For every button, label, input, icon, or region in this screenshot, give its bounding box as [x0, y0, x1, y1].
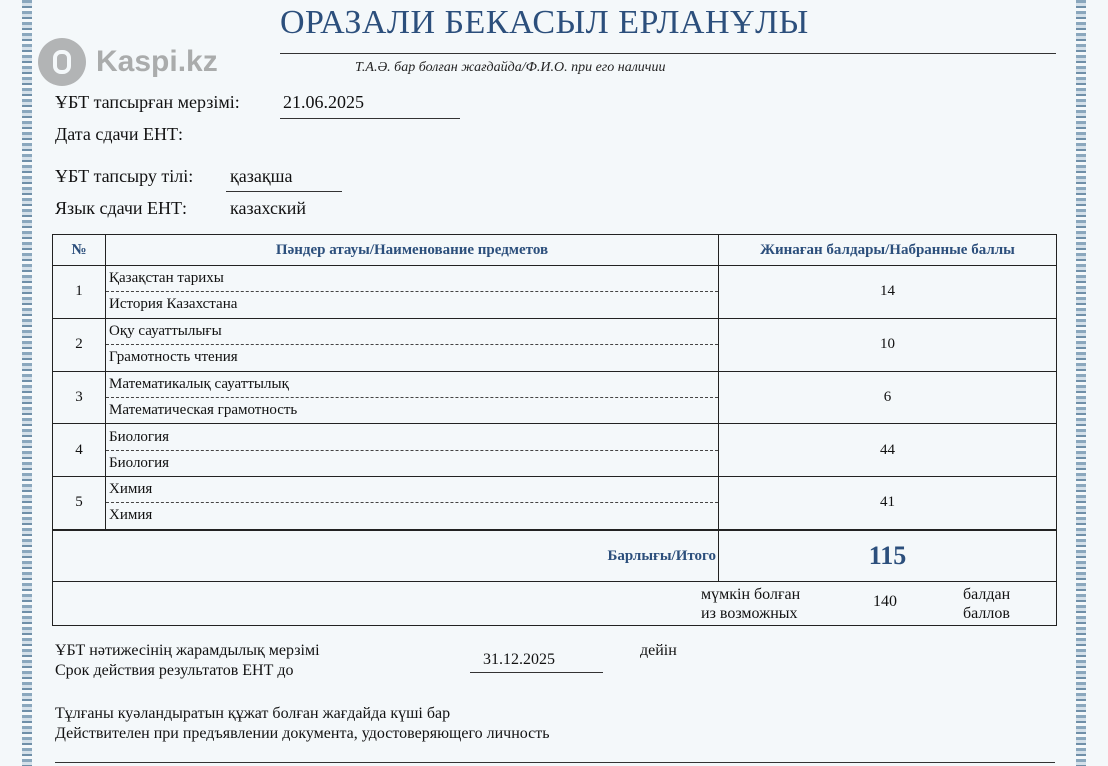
subject-name-ru: История Казахстана	[109, 296, 238, 313]
validity-date: 31.12.2025	[483, 651, 555, 668]
possible-unit-kz: балдан	[963, 585, 1011, 603]
row-num: 3	[53, 371, 106, 424]
validity-date-underline	[470, 672, 603, 673]
exam-language-value-kz: қазақша	[230, 166, 293, 186]
bottom-line	[55, 762, 1055, 763]
row-subject	[106, 318, 719, 371]
total-row	[53, 530, 1057, 582]
row-score: 41	[719, 477, 1057, 530]
exam-date-value: 21.06.2025	[283, 92, 364, 112]
subject-name-ru: Химия	[109, 507, 153, 524]
possible-label-ru: из возможных	[701, 604, 798, 622]
possible-row	[53, 582, 1057, 626]
notice-kz: Тұлғаны куәландыратын құжат болған жағдайда күші бар	[55, 705, 451, 722]
row-num: 4	[53, 424, 106, 477]
full-name-hint: Т.А.Ә. бар болған жағдайда/Ф.И.О. при его наличии	[355, 60, 666, 75]
subject-name-ru: Биология	[109, 454, 170, 471]
total-label: Барлығы/Итого	[53, 530, 719, 582]
subject-name-kz: Химия	[106, 477, 718, 503]
row-subject	[106, 424, 719, 477]
decorative-border-right	[1076, 0, 1086, 766]
full-name-underline	[280, 53, 1056, 54]
row-subject	[106, 266, 719, 319]
row-num: 1	[53, 266, 106, 319]
validity-suffix: дейін	[640, 642, 677, 659]
exam-date-label-kz: ҰБТ тапсырған мерзімі:	[55, 92, 240, 112]
table-row	[53, 477, 1057, 530]
validity-label-ru: Срок действия результатов ЕНТ до	[55, 662, 294, 679]
table-row	[53, 424, 1057, 477]
exam-date-underline	[280, 118, 460, 119]
table-header-row	[53, 235, 1057, 266]
decorative-border-left	[22, 0, 32, 766]
kaspi-watermark-text: Kaspi.kz	[96, 45, 218, 78]
row-score: 6	[719, 371, 1057, 424]
exam-language-underline	[226, 191, 342, 192]
kaspi-watermark	[38, 38, 218, 86]
notice-ru: Действителен при предъявлении документа, удостоверяющего личность	[55, 725, 550, 742]
possible-label	[701, 585, 800, 623]
possible-cell	[53, 582, 1057, 626]
total-value: 115	[719, 530, 1057, 582]
exam-language-label-ru: Язык сдачи ЕНТ:	[55, 198, 188, 218]
header-subject: Пәндер атауы/Наименование предметов	[106, 235, 719, 266]
kaspi-logo-icon	[38, 38, 86, 86]
row-subject	[106, 477, 719, 530]
exam-date-label-ru: Дата сдачи ЕНТ:	[55, 124, 183, 144]
row-num: 2	[53, 318, 106, 371]
row-score: 44	[719, 424, 1057, 477]
row-score: 14	[719, 266, 1057, 319]
subject-name-ru: Математическая грамотность	[109, 401, 298, 418]
row-score: 10	[719, 318, 1057, 371]
subject-name-ru: Грамотность чтения	[109, 349, 238, 366]
possible-unit	[963, 585, 1010, 623]
exam-language-label-kz: ҰБТ тапсыру тілі:	[55, 166, 194, 186]
subject-name-kz: Оқу сауаттылығы	[106, 319, 718, 345]
row-subject	[106, 371, 719, 424]
table-row	[53, 371, 1057, 424]
table-row	[53, 266, 1057, 319]
subject-name-kz: Қазақстан тарихы	[106, 266, 718, 292]
header-num: №	[53, 235, 106, 266]
row-num: 5	[53, 477, 106, 530]
exam-language-value-ru: казахский	[230, 198, 307, 218]
subject-name-kz: Биология	[106, 425, 718, 451]
table-row	[53, 318, 1057, 371]
header-score: Жинаған балдары/Набранные баллы	[719, 235, 1057, 266]
scores-table	[52, 234, 1057, 626]
possible-unit-ru: баллов	[963, 604, 1010, 622]
full-name: ОРАЗАЛИ БЕКАСЫЛ ЕРЛАНҰЛЫ	[280, 4, 809, 41]
possible-value: 140	[873, 592, 897, 610]
validity-label-kz: ҰБТ нәтижесінің жарамдылық мерзімі	[55, 642, 320, 659]
possible-label-kz: мүмкін болған	[701, 585, 801, 603]
subject-name-kz: Математикалық сауаттылық	[106, 372, 718, 398]
